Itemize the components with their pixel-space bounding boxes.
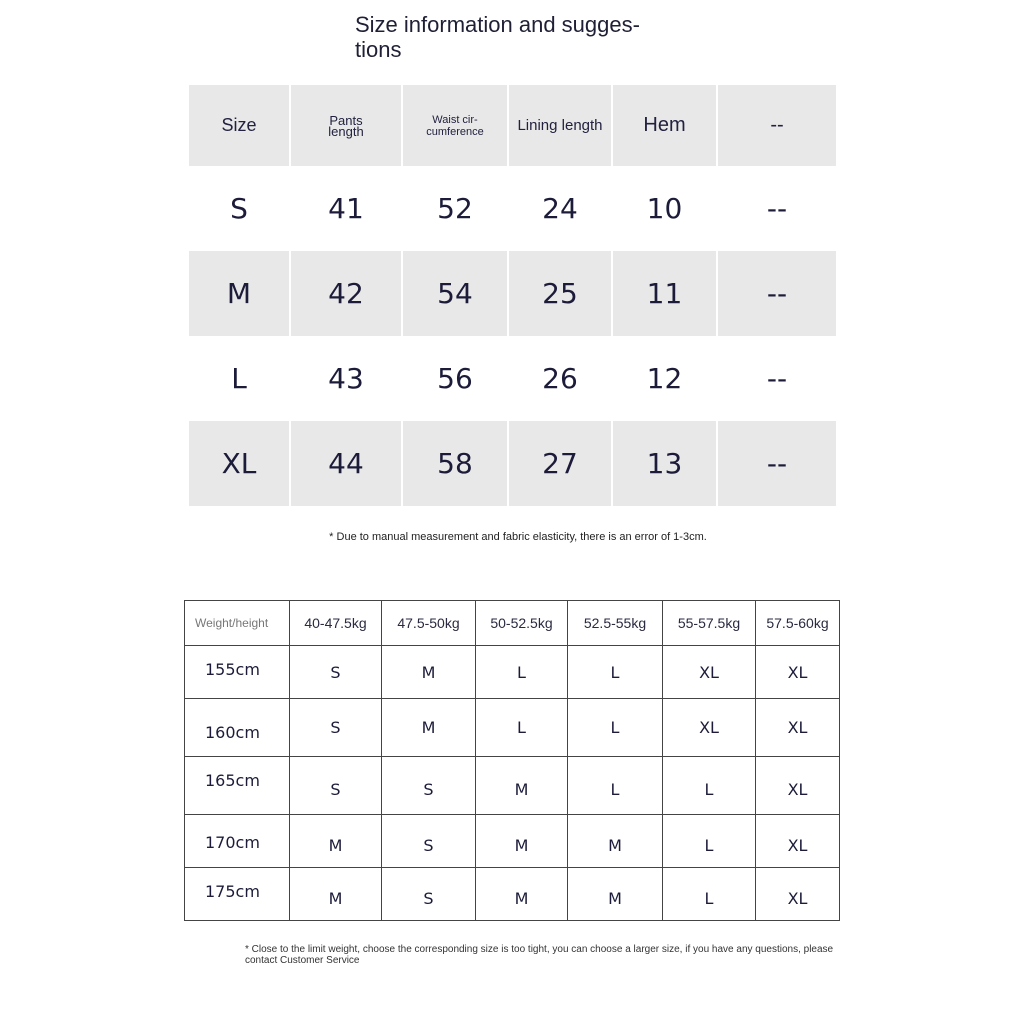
hem-cell: 11 <box>613 251 716 336</box>
size-cell: M <box>189 251 289 336</box>
recommended-size: L <box>568 699 663 757</box>
recommended-size: S <box>382 868 476 921</box>
weight-range-header: 47.5-50kg <box>382 601 476 646</box>
extra-cell: -- <box>766 362 788 395</box>
recommended-size: M <box>382 699 476 757</box>
height-label: 155cm <box>185 646 290 699</box>
title-line-2: tions <box>355 37 402 62</box>
recommended-size: XL <box>663 699 756 757</box>
recommended-size: L <box>476 646 568 699</box>
recommended-size: XL <box>756 757 840 815</box>
hem-cell: 12 <box>646 362 683 395</box>
recommended-size: L <box>663 868 756 921</box>
lining-length-cell: 25 <box>509 251 611 336</box>
header-waist-circumference: Waist cir-cumference <box>403 85 507 166</box>
extra-cell: -- <box>766 192 788 225</box>
size-cell: XL <box>189 421 289 506</box>
recommended-size: M <box>382 646 476 699</box>
height-row <box>185 757 840 815</box>
recommended-size: S <box>382 757 476 815</box>
recommended-size: S <box>382 815 476 868</box>
recommended-size: L <box>568 757 663 815</box>
size-cell: S <box>230 192 248 225</box>
recommended-size: M <box>568 815 663 868</box>
recommended-size: M <box>476 868 568 921</box>
page-title <box>355 12 655 62</box>
height-label: 160cm <box>185 699 290 757</box>
size-cell: L <box>231 362 247 395</box>
lining-length-cell: 27 <box>509 421 611 506</box>
weight-range-header: 52.5-55kg <box>568 601 663 646</box>
header-hem: Hem <box>613 85 716 166</box>
weight-range-header: 40-47.5kg <box>290 601 382 646</box>
size-advice-note: * Close to the limit weight, choose the corresponding size is too tight, you can choose a larger size, if you have any questions, please contact Customer Service <box>245 944 834 966</box>
recommended-size: L <box>476 699 568 757</box>
weight-range-header: 55-57.5kg <box>663 601 756 646</box>
lining-length-cell: 24 <box>542 192 578 225</box>
recommended-size: XL <box>756 646 840 699</box>
weight-range-header: 57.5-60kg <box>756 601 840 646</box>
recommended-size: S <box>290 646 382 699</box>
recommended-size: L <box>568 646 663 699</box>
height-label: 175cm <box>185 868 290 921</box>
extra-cell: -- <box>718 251 836 336</box>
waist-cell: 58 <box>403 421 507 506</box>
lining-length-cell: 26 <box>542 362 578 395</box>
height-row <box>185 815 840 868</box>
pants-length-cell: 43 <box>328 362 364 395</box>
recommended-size: M <box>568 868 663 921</box>
recommended-size: XL <box>756 699 840 757</box>
recommended-size: M <box>290 815 382 868</box>
pants-length-cell: 44 <box>291 421 401 506</box>
height-row <box>185 699 840 757</box>
recommended-size: M <box>476 757 568 815</box>
weight-header-row <box>185 601 840 646</box>
height-row <box>185 646 840 699</box>
header-lining-length: Lining length <box>509 85 611 166</box>
recommended-size: L <box>663 815 756 868</box>
pants-length-cell: 42 <box>291 251 401 336</box>
header-extra: -- <box>718 85 836 166</box>
recommended-size: S <box>290 757 382 815</box>
recommended-size: M <box>476 815 568 868</box>
measurement-error-note: * Due to manual measurement and fabric elasticity, there is an error of 1-3cm. <box>329 531 707 543</box>
recommended-size: M <box>290 868 382 921</box>
recommended-size: L <box>663 757 756 815</box>
hem-cell: 13 <box>613 421 716 506</box>
pants-length-cell: 41 <box>328 192 364 225</box>
header-pants-length: Pants length <box>291 85 401 166</box>
recommended-size: XL <box>756 868 840 921</box>
title-line-1: Size information and sugges- <box>355 12 640 37</box>
height-label: 165cm <box>185 757 290 815</box>
waist-cell: 54 <box>403 251 507 336</box>
size-chart-table <box>189 85 836 506</box>
waist-cell: 56 <box>437 362 473 395</box>
header-size: Size <box>189 85 289 166</box>
recommended-size: XL <box>756 815 840 868</box>
recommended-size: S <box>290 699 382 757</box>
hem-cell: 10 <box>646 192 683 225</box>
recommended-size: XL <box>663 646 756 699</box>
height-label: 170cm <box>185 815 290 868</box>
height-row <box>185 868 840 921</box>
weight-height-corner: Weight/height <box>185 601 290 646</box>
weight-range-header: 50-52.5kg <box>476 601 568 646</box>
weight-height-table <box>184 600 840 921</box>
waist-cell: 52 <box>437 192 473 225</box>
extra-cell: -- <box>718 421 836 506</box>
